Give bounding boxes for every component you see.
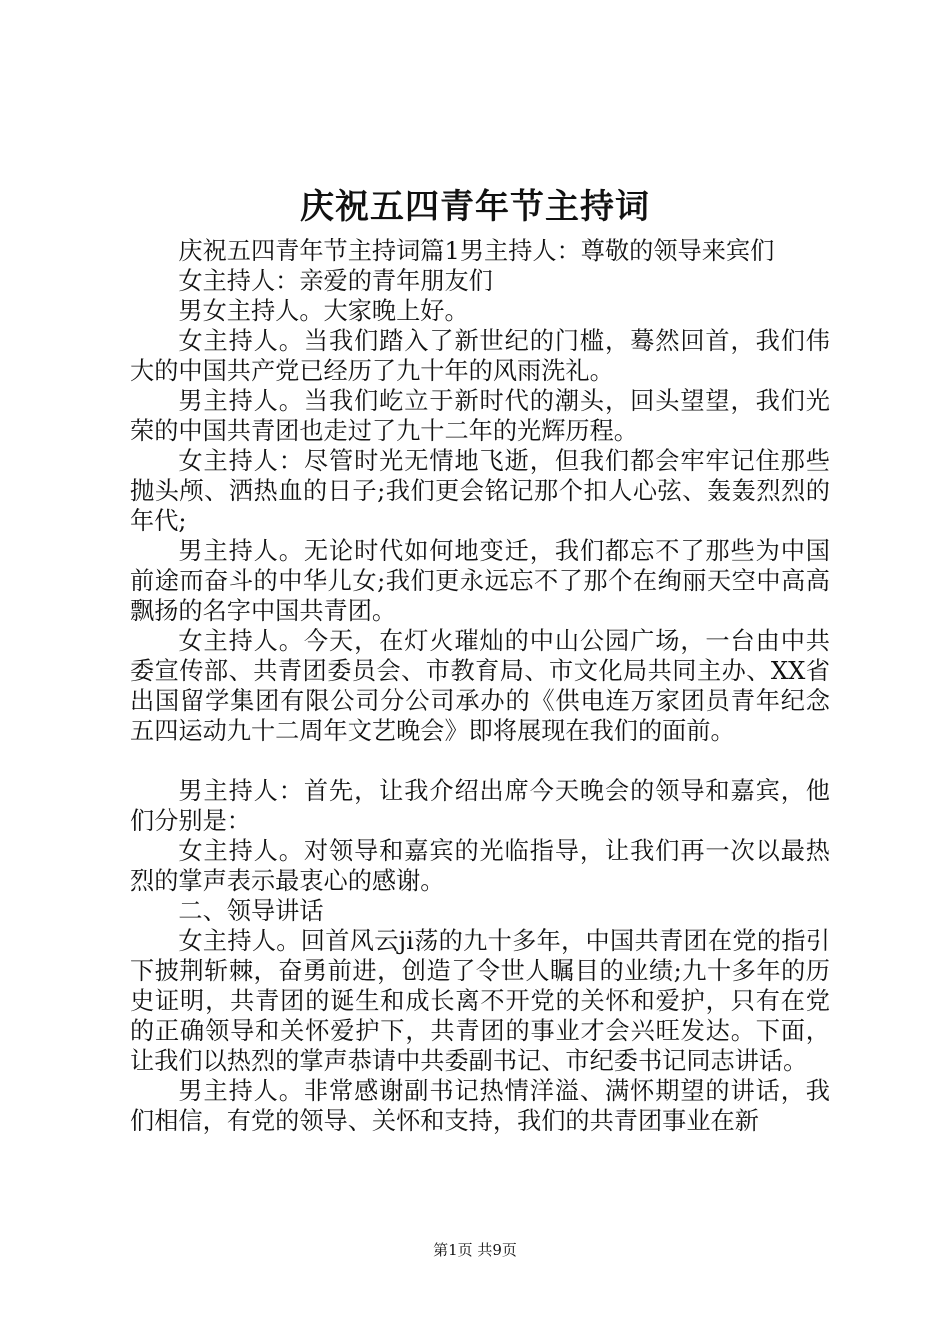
paragraph: 男主持人。无论时代如何地变迁，我们都忘不了那些为中国前途而奋斗的中华儿女;我们更永远忘不了那个在绚丽天空中高高飘扬的名字中国共青团。 bbox=[130, 537, 830, 625]
paragraph: 女主持人：亲爱的青年朋友们 bbox=[178, 267, 493, 295]
document-title: 庆祝五四青年节主持词 bbox=[300, 187, 650, 227]
paragraph: 庆祝五四青年节主持词篇1男主持人：尊敬的领导来宾们 bbox=[178, 237, 775, 265]
paragraph: 女主持人。今天，在灯火璀灿的中山公园广场，一台由中共委宣传部、共青团委员会、市教育局、市文化局共同主办、XX省出国留学集团有限公司分公司承办的《供电连万家团员青年纪念五四运动九十二周年文艺晚会》即将展现在我们的面前。 bbox=[130, 627, 830, 745]
paragraph: 女主持人：尽管时光无情地飞逝，但我们都会牢牢记住那些抛头颅、洒热血的日子;我们更会铭记那个扣人心弦、轰轰烈烈的年代; bbox=[130, 447, 830, 535]
paragraph: 男主持人。非常感谢副书记热情洋溢、满怀期望的讲话，我们相信，有党的领导、关怀和支持，我们的共青团事业在新 bbox=[130, 1077, 830, 1135]
page-number: 第1页 共9页 bbox=[433, 1241, 517, 1259]
paragraph: 男女主持人。大家晚上好。 bbox=[178, 297, 469, 325]
paragraph: 男主持人。当我们屹立于新时代的潮头，回头望望，我们光荣的中国共青团也走过了九十二年的光辉历程。 bbox=[130, 387, 830, 445]
section-heading: 二、领导讲话 bbox=[178, 897, 324, 925]
paragraph: 女主持人。回首风云ji荡的九十多年，中国共青团在党的指引下披荆斩棘，奋勇前进，创造了令世人瞩目的业绩;九十多年的历史证明，共青团的诞生和成长离不开党的关怀和爱护，只有在党的正确领导和关怀爱护下，共青团的事业才会兴旺发达。下面，让我们以热烈的掌声恭请中共委副书记、市纪委书记同志讲话。 bbox=[130, 927, 830, 1075]
paragraph: 女主持人。当我们踏入了新世纪的门槛，蓦然回首，我们伟大的中国共产党已经历了九十年的风雨洗礼。 bbox=[130, 327, 830, 385]
paragraph: 女主持人。对领导和嘉宾的光临指导，让我们再一次以最热烈的掌声表示最衷心的感谢。 bbox=[130, 837, 830, 895]
document-body bbox=[130, 236, 830, 1136]
paragraph: 男主持人：首先，让我介绍出席今天晚会的领导和嘉宾，他们分别是： bbox=[130, 777, 830, 835]
